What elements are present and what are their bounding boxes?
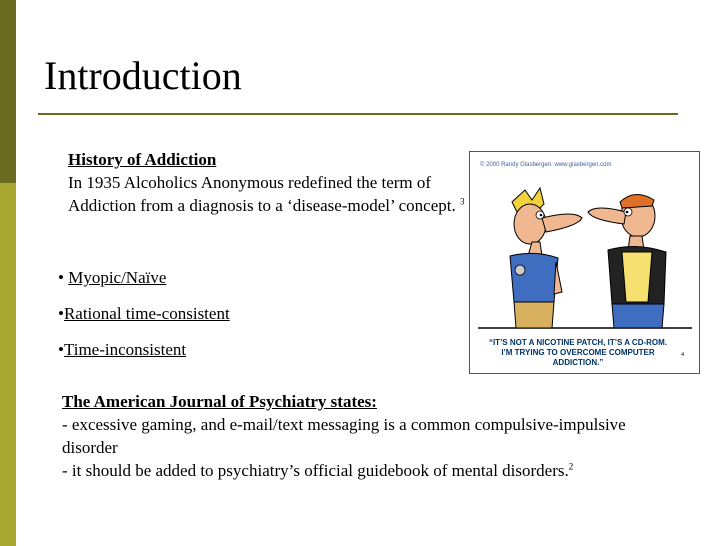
bullet-label: Myopic/Naïve [68,268,167,287]
journal-point-text: - it should be added to psychiatry’s official guidebook of mental disorders. [62,461,569,480]
cartoon-ref: 4 [681,352,684,358]
journal-ref: 2 [568,461,574,472]
history-heading: History of Addiction [68,150,217,169]
journal-heading: The American Journal of Psychiatry states: [62,392,377,411]
bullet-label: Time-inconsistent [63,340,187,359]
right-man-figure [588,194,666,328]
cartoon-copyright: © 2000 Randy Glasbergen. www.glasbergen.com [480,162,612,168]
bullet-marker: • [58,304,64,323]
journal-point [62,459,682,482]
sidebar-accent-dark [0,0,16,183]
bullet-item [58,302,230,338]
bullet-marker: • [58,340,64,359]
cartoon-caption [478,338,678,368]
bullet-item [58,266,230,302]
journal-section [62,390,682,482]
cartoon-image [469,151,700,374]
left-man-figure [510,188,582,328]
history-section [68,148,468,217]
bullet-label: Rational time-consistent [63,304,230,323]
cartoon-caption-line1: “IT’S NOT A NICOTINE PATCH, IT’S A CD-ROM. [488,338,668,347]
slide-title: Introduction [44,53,242,98]
sidebar-accent-light [0,183,16,546]
history-ref: 3 [460,196,465,207]
history-text: In 1935 Alcoholics Anonymous redefined the term of Addiction from a diagnosis to a ‘disease-model’ concept. [68,173,456,215]
title-divider [38,113,678,115]
journal-point: - excessive gaming, and e-mail/text messaging is a common compulsive-impulsive disorder [62,415,626,457]
cartoon-caption-line2: I’M TRYING TO OVERCOME COMPUTER ADDICTION.” [501,348,655,367]
bullet-item [58,338,230,374]
bullet-list [58,266,230,374]
bullet-marker: • [58,268,69,287]
